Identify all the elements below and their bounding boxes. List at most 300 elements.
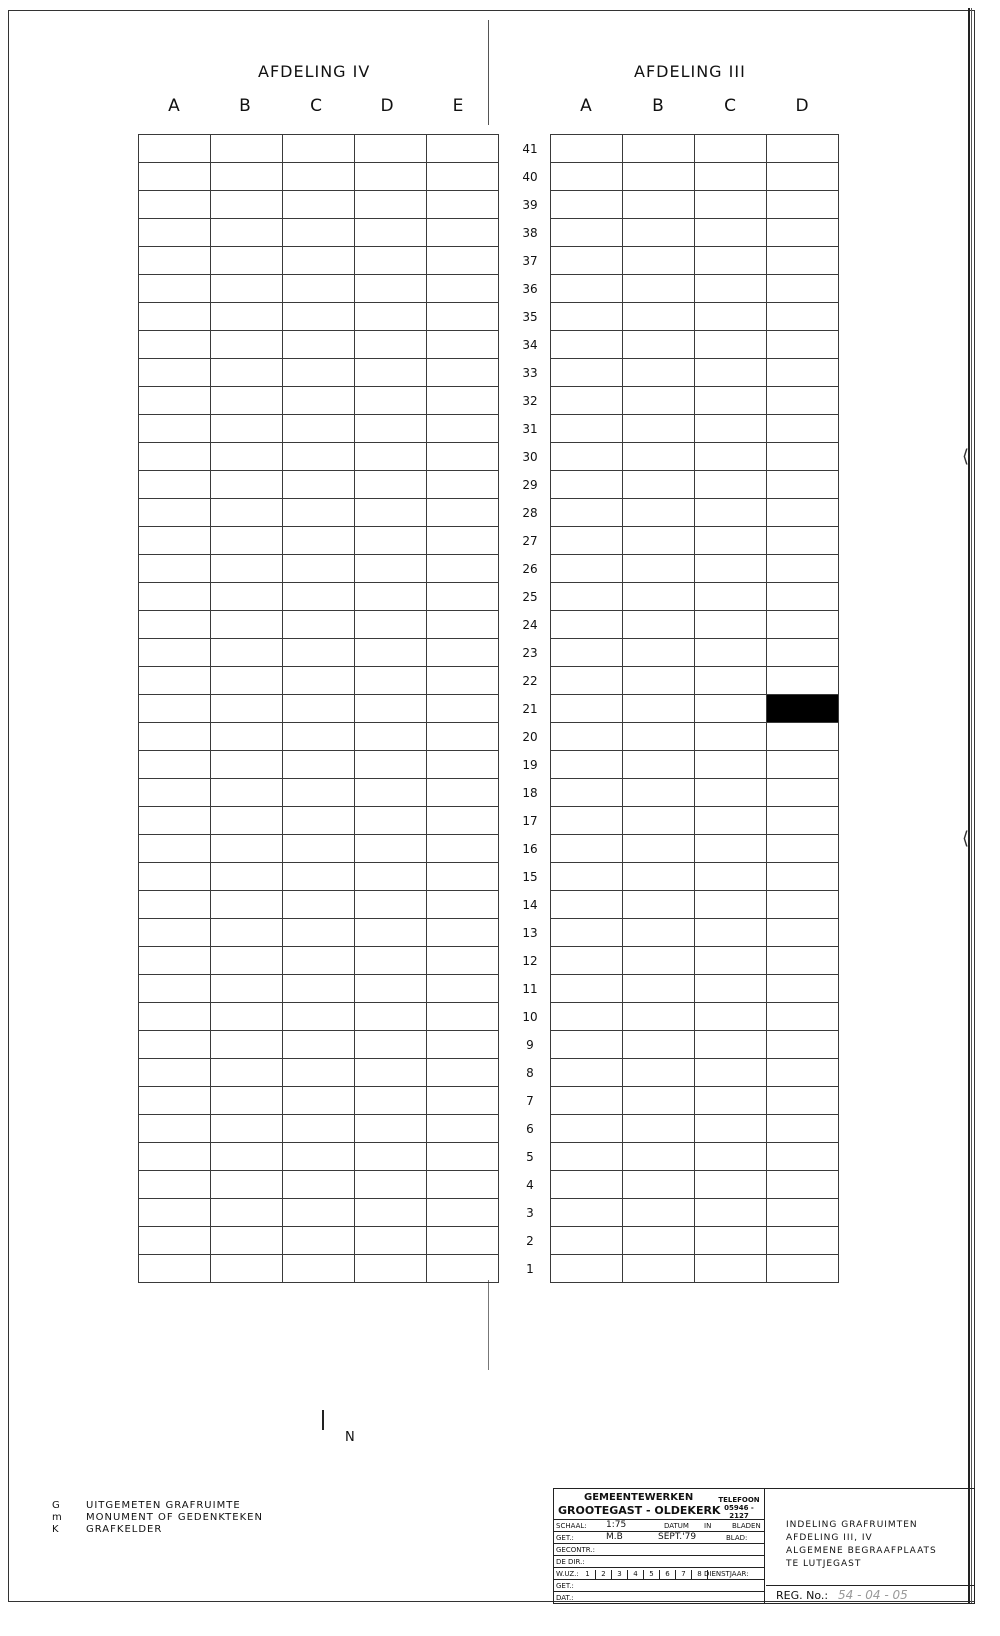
divider (554, 1567, 764, 1568)
grave-plot (551, 219, 623, 247)
grave-row (551, 359, 839, 387)
wuz-number: 6 (660, 1570, 676, 1579)
grave-plot (695, 359, 767, 387)
dedir-label: DE DIR.: (556, 1558, 585, 1566)
grave-row (139, 191, 499, 219)
grave-plot (551, 331, 623, 359)
datum-label: DATUM (664, 1522, 689, 1530)
grave-plot (623, 1227, 695, 1255)
grave-plot (551, 359, 623, 387)
grave-plot (355, 807, 427, 835)
grave-plot (139, 191, 211, 219)
grave-plot (283, 219, 355, 247)
grave-plot (283, 415, 355, 443)
grave-plot (767, 779, 839, 807)
grave-plot (211, 835, 283, 863)
grave-plot (139, 1003, 211, 1031)
grave-plot (767, 163, 839, 191)
grave-plot (139, 443, 211, 471)
grave-plot (283, 639, 355, 667)
grave-plot (551, 1199, 623, 1227)
column-letter: E (452, 96, 464, 116)
grave-plot (283, 1143, 355, 1171)
grave-plot (139, 695, 211, 723)
grave-plot (551, 779, 623, 807)
section-title-right: AFDELING III (634, 62, 746, 81)
grave-plot (427, 191, 499, 219)
grave-plot (767, 1031, 839, 1059)
grave-row (139, 723, 499, 751)
row-number: 31 (522, 422, 538, 436)
grave-plot (211, 499, 283, 527)
telefoon (714, 1496, 764, 1520)
grave-plot (767, 415, 839, 443)
grave-plot (427, 247, 499, 275)
grave-row (551, 1255, 839, 1283)
grave-row (551, 443, 839, 471)
grave-plot (427, 499, 499, 527)
row-number: 33 (522, 366, 538, 380)
row-number: 10 (522, 1010, 538, 1024)
column-letter: C (310, 96, 322, 116)
grave-plot (551, 1255, 623, 1283)
wuz-label: W.UZ.: (556, 1570, 579, 1578)
grave-plot (767, 303, 839, 331)
grave-plot (767, 247, 839, 275)
grave-plot (767, 387, 839, 415)
grave-row (139, 415, 499, 443)
grave-plot (139, 1115, 211, 1143)
registration-box (766, 1585, 974, 1605)
grave-plot (355, 1199, 427, 1227)
grave-plot (427, 779, 499, 807)
north-arrow-icon (322, 1410, 324, 1430)
grave-plot (355, 1143, 427, 1171)
grave-plot (623, 611, 695, 639)
grave-plot (355, 975, 427, 1003)
grave-plot (283, 359, 355, 387)
grave-plot (551, 583, 623, 611)
legend-key: m (52, 1512, 62, 1523)
grave-plot (427, 1227, 499, 1255)
grave-plot (139, 247, 211, 275)
grave-plot (623, 387, 695, 415)
grave-row (551, 947, 839, 975)
wuz-number: 7 (676, 1570, 692, 1579)
grave-plot (695, 1059, 767, 1087)
grave-plot (695, 1003, 767, 1031)
grave-row (139, 1087, 499, 1115)
grave-plot (623, 807, 695, 835)
grave-plot (139, 1087, 211, 1115)
grave-row (139, 1143, 499, 1171)
grave-plot (211, 135, 283, 163)
row-number: 24 (522, 618, 538, 632)
grave-plot (283, 1087, 355, 1115)
grave-plot (767, 359, 839, 387)
grave-plot (767, 219, 839, 247)
grave-plot (211, 1227, 283, 1255)
grave-plot (355, 779, 427, 807)
grave-plot (695, 751, 767, 779)
grave-plot (551, 1003, 623, 1031)
drawing-description (786, 1519, 937, 1571)
grave-plot (551, 639, 623, 667)
grave-plot (139, 807, 211, 835)
grave-plot (283, 191, 355, 219)
grave-plot (695, 1087, 767, 1115)
grave-row (139, 1059, 499, 1087)
grave-plot (211, 555, 283, 583)
wuz-number: 5 (644, 1570, 660, 1579)
dat-label: DAT.: (556, 1594, 574, 1602)
grave-plot (355, 499, 427, 527)
row-number: 34 (522, 338, 538, 352)
grave-plot (551, 1087, 623, 1115)
grave-plot (695, 835, 767, 863)
grave-plot (767, 1115, 839, 1143)
grave-row (551, 191, 839, 219)
grave-plot (139, 835, 211, 863)
grave-row (551, 499, 839, 527)
grave-plot (283, 163, 355, 191)
grave-plot (767, 723, 839, 751)
grave-plot (767, 331, 839, 359)
grave-row (139, 1003, 499, 1031)
legend-item (52, 1500, 263, 1512)
column-letter: B (239, 96, 251, 116)
grave-plot (211, 303, 283, 331)
grave-plot (355, 191, 427, 219)
grave-plot (623, 835, 695, 863)
grave-row (139, 471, 499, 499)
row-number: 17 (522, 814, 538, 828)
grave-plot (623, 695, 695, 723)
grave-plot (551, 751, 623, 779)
column-letter: A (168, 96, 180, 116)
grave-plot (695, 331, 767, 359)
grave-row (551, 779, 839, 807)
grave-row (551, 1143, 839, 1171)
grave-plot (211, 723, 283, 751)
grave-plot (767, 443, 839, 471)
gecontr-label: GECONTR.: (556, 1546, 595, 1554)
grave-plot (355, 555, 427, 583)
grave-plot (623, 723, 695, 751)
description-line: INDELING GRAFRUIMTEN (786, 1520, 918, 1530)
grave-plot (767, 611, 839, 639)
grave-plot (283, 975, 355, 1003)
grave-plot (283, 1115, 355, 1143)
grave-plot (283, 611, 355, 639)
grave-plot (211, 1115, 283, 1143)
grave-row (551, 975, 839, 1003)
wuz-cells (580, 1570, 708, 1579)
grave-plot (283, 443, 355, 471)
grave-row (139, 1199, 499, 1227)
datum-value: SEPT.'79 (658, 1532, 697, 1542)
grave-plot (283, 1227, 355, 1255)
grave-plot (211, 695, 283, 723)
grave-plot (427, 387, 499, 415)
grave-row (551, 555, 839, 583)
row-number: 4 (526, 1178, 534, 1192)
grave-plot (767, 275, 839, 303)
wuz-number: 3 (612, 1570, 628, 1579)
grave-plot (355, 443, 427, 471)
grave-plot (139, 751, 211, 779)
grave-row (551, 639, 839, 667)
grave-row (551, 275, 839, 303)
grave-row (551, 1031, 839, 1059)
column-letter: B (652, 96, 664, 116)
title-block-left (554, 1489, 765, 1603)
in-label: IN (704, 1522, 712, 1530)
grave-plot (695, 891, 767, 919)
grave-plot (551, 611, 623, 639)
grave-row (139, 247, 499, 275)
grave-plot (211, 471, 283, 499)
row-number: 25 (522, 590, 538, 604)
grave-plot (695, 1031, 767, 1059)
grave-plot (355, 527, 427, 555)
grave-plot (139, 779, 211, 807)
grave-plot (551, 499, 623, 527)
grave-plot (355, 891, 427, 919)
grave-row (551, 527, 839, 555)
grave-plot (355, 1255, 427, 1283)
grave-plot (427, 135, 499, 163)
grave-plot (427, 975, 499, 1003)
grave-plot (283, 499, 355, 527)
grave-plot (695, 611, 767, 639)
grave-plot (623, 1087, 695, 1115)
grave-plot (695, 191, 767, 219)
row-number: 3 (526, 1206, 534, 1220)
grave-row (551, 583, 839, 611)
grave-plot (355, 247, 427, 275)
grave-plot (695, 639, 767, 667)
grave-plot (551, 303, 623, 331)
grave-row (139, 1115, 499, 1143)
get2-label: GET.: (556, 1582, 574, 1590)
grave-plot (427, 807, 499, 835)
org-location: GROOTEGAST - OLDEKERK (558, 1504, 721, 1517)
grave-plot (139, 947, 211, 975)
grave-row (551, 1199, 839, 1227)
grave-plot (623, 275, 695, 303)
grave-plot (139, 499, 211, 527)
grave-row (551, 1115, 839, 1143)
description-line: TE LUTJEGAST (786, 1559, 862, 1569)
grave-plot (767, 975, 839, 1003)
grave-plot (767, 1143, 839, 1171)
grave-plot (695, 919, 767, 947)
grave-plot (427, 947, 499, 975)
grave-plot (139, 331, 211, 359)
grave-plot (623, 1143, 695, 1171)
grave-plot (767, 835, 839, 863)
row-number: 37 (522, 254, 538, 268)
row-number: 12 (522, 954, 538, 968)
grave-plot (623, 191, 695, 219)
grave-plot (139, 415, 211, 443)
grave-row (551, 331, 839, 359)
grave-plot (211, 191, 283, 219)
row-number: 29 (522, 478, 538, 492)
grave-plot (139, 1227, 211, 1255)
grave-plot (427, 275, 499, 303)
grave-plot (623, 751, 695, 779)
grave-plot (695, 303, 767, 331)
grave-plot (427, 611, 499, 639)
grave-row (139, 975, 499, 1003)
grave-plot (283, 835, 355, 863)
grave-plot (211, 1143, 283, 1171)
grave-plot (551, 415, 623, 443)
grave-plot (283, 275, 355, 303)
grave-plot (355, 695, 427, 723)
grave-plot (551, 807, 623, 835)
grave-plot (551, 891, 623, 919)
grave-plot (355, 1059, 427, 1087)
grave-plot (623, 555, 695, 583)
grave-plot (283, 751, 355, 779)
grave-plot (427, 919, 499, 947)
grave-plot (283, 863, 355, 891)
row-number: 23 (522, 646, 538, 660)
row-number: 8 (526, 1066, 534, 1080)
grave-plot (283, 303, 355, 331)
grave-plot (695, 135, 767, 163)
grave-plot (211, 1255, 283, 1283)
grave-plot (211, 163, 283, 191)
grave-plot (623, 919, 695, 947)
grave-row (139, 947, 499, 975)
divider (554, 1579, 764, 1580)
row-number: 27 (522, 534, 538, 548)
grave-plot (767, 863, 839, 891)
grave-plot (767, 1059, 839, 1087)
grave-plot (427, 1059, 499, 1087)
grave-plot (355, 1115, 427, 1143)
grave-plot (283, 247, 355, 275)
grave-plot (695, 1227, 767, 1255)
grave-plot (283, 1031, 355, 1059)
grave-plot (623, 443, 695, 471)
row-number: 7 (526, 1094, 534, 1108)
grave-plot (211, 863, 283, 891)
grave-row (551, 723, 839, 751)
grave-plot (623, 1199, 695, 1227)
grave-plot (427, 1255, 499, 1283)
title-block (553, 1488, 975, 1604)
grave-plot (695, 471, 767, 499)
grave-plot (551, 695, 623, 723)
row-number: 38 (522, 226, 538, 240)
grave-plot (551, 471, 623, 499)
grave-plot (211, 891, 283, 919)
schaal-value: 1:75 (606, 1520, 627, 1530)
grave-plot (427, 219, 499, 247)
grave-plot (211, 947, 283, 975)
grave-plot (211, 443, 283, 471)
telefoon-label: TELEFOON (718, 1496, 760, 1504)
grave-plot (767, 1255, 839, 1283)
grave-plot (623, 639, 695, 667)
grave-plot (767, 751, 839, 779)
grave-row (551, 1227, 839, 1255)
grave-plot (427, 471, 499, 499)
grave-plot (767, 135, 839, 163)
grave-plot (139, 1171, 211, 1199)
grave-plot (139, 863, 211, 891)
row-number: 26 (522, 562, 538, 576)
grave-row (551, 695, 839, 723)
column-letter: D (380, 96, 394, 116)
column-letter: A (580, 96, 592, 116)
grave-plot (427, 163, 499, 191)
grave-plot (695, 1255, 767, 1283)
grave-plot (695, 695, 767, 723)
grave-plot (427, 527, 499, 555)
grave-row (551, 751, 839, 779)
grave-row (551, 219, 839, 247)
grave-plot (355, 751, 427, 779)
grave-plot (551, 835, 623, 863)
grave-plot (551, 135, 623, 163)
grave-plot (427, 1003, 499, 1031)
grave-row (139, 1171, 499, 1199)
grave-plot (623, 135, 695, 163)
grave-plot (283, 1059, 355, 1087)
title-block-header (554, 1489, 764, 1520)
grave-plot (427, 583, 499, 611)
grave-row (139, 275, 499, 303)
legend-item (52, 1524, 263, 1536)
grave-plot (355, 835, 427, 863)
grave-plot (139, 1199, 211, 1227)
grave-plot (355, 303, 427, 331)
grave-plot (283, 891, 355, 919)
grave-plot (355, 1031, 427, 1059)
grave-plot (355, 639, 427, 667)
grave-plot (767, 583, 839, 611)
grave-plot (211, 247, 283, 275)
column-letter: C (724, 96, 736, 116)
grave-plot (283, 527, 355, 555)
center-divider (488, 20, 489, 125)
grave-plot (139, 919, 211, 947)
divider (554, 1555, 764, 1556)
grave-row (551, 1087, 839, 1115)
grave-plot (551, 667, 623, 695)
row-number: 6 (526, 1122, 534, 1136)
grave-plot (695, 583, 767, 611)
legend-text: GRAFKELDER (86, 1524, 163, 1535)
grave-plot (623, 499, 695, 527)
grid-afdeling-iii (550, 134, 839, 1283)
grave-row (139, 583, 499, 611)
grave-plot (211, 583, 283, 611)
wuz-number: 8 (692, 1570, 708, 1579)
grave-row (139, 163, 499, 191)
row-number: 20 (522, 730, 538, 744)
row-number: 40 (522, 170, 538, 184)
grave-row (551, 891, 839, 919)
grave-plot (551, 387, 623, 415)
grave-plot (139, 583, 211, 611)
